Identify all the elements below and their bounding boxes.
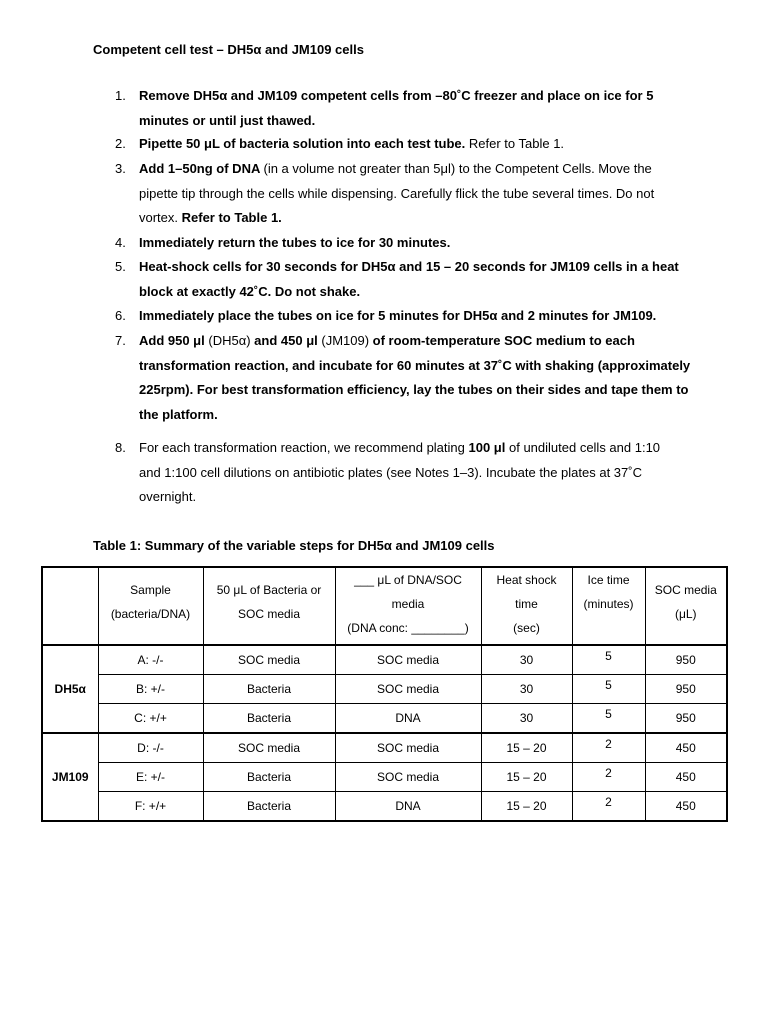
header-line: Heat shock bbox=[496, 573, 557, 587]
step-text-line bbox=[139, 259, 679, 274]
step-text-segment: Refer to Table 1. bbox=[468, 136, 565, 151]
header-line: SOC media bbox=[654, 583, 717, 597]
step-text-line bbox=[139, 161, 652, 176]
header-blank-cell bbox=[42, 567, 98, 645]
step-text-line bbox=[139, 284, 360, 299]
table-cell: F: +/+ bbox=[98, 792, 203, 822]
table-cell: 15 – 20 bbox=[481, 763, 572, 792]
step-number: 2. bbox=[115, 136, 126, 151]
step-text-segment: pipette tip through the cells while dispensing. Carefully flick the tube several times. Do not bbox=[139, 185, 655, 201]
table-cell: SOC media bbox=[335, 763, 481, 792]
header-line: media bbox=[391, 597, 425, 611]
strain-group-cell: JM109 bbox=[42, 733, 98, 821]
table-cell: Bacteria bbox=[203, 763, 335, 792]
step-number: 4. bbox=[115, 235, 126, 250]
table-header-cell bbox=[335, 567, 481, 645]
step-text-segment: For each transformation reaction, we recommend plating bbox=[139, 440, 469, 455]
step-text-line bbox=[139, 235, 450, 250]
step-text-line bbox=[139, 333, 635, 348]
table-row bbox=[42, 704, 727, 734]
step-text-segment: block at exactly 42˚C. Do not shake. bbox=[139, 283, 361, 299]
step-text-segment: of undiluted cells and 1:10 bbox=[508, 440, 661, 455]
step-text-line bbox=[139, 407, 218, 422]
table-header-row bbox=[42, 567, 727, 645]
table-cell: 450 bbox=[645, 792, 727, 822]
step-text-segment: Immediately return the tubes to ice for 30 minutes. bbox=[139, 235, 451, 250]
table-cell: C: +/+ bbox=[98, 704, 203, 734]
step-text-line bbox=[139, 186, 654, 201]
table-cell: 450 bbox=[645, 733, 727, 763]
table-header-cell bbox=[203, 567, 335, 645]
step-text-segment: Add 950 μl bbox=[139, 333, 209, 348]
step-text-line bbox=[139, 382, 689, 397]
table-cell: 2 bbox=[572, 733, 645, 763]
header-line: (DNA conc: ________) bbox=[347, 621, 469, 635]
step-number: 6. bbox=[115, 308, 126, 323]
header-line: Ice time bbox=[587, 573, 630, 587]
table-cell: 950 bbox=[645, 704, 727, 734]
table-cell: A: -/- bbox=[98, 645, 203, 675]
header-line: 50 μL of Bacteria or bbox=[216, 583, 322, 597]
step-text-line bbox=[139, 489, 196, 504]
table-cell: 950 bbox=[645, 645, 727, 675]
header-line: time bbox=[515, 597, 538, 611]
header-line: (minutes) bbox=[583, 597, 634, 611]
summary-table bbox=[41, 566, 728, 822]
step-text-segment: 225rpm). bbox=[139, 382, 197, 397]
table-cell: 5 bbox=[572, 704, 645, 734]
header-line: Sample bbox=[130, 583, 171, 597]
step-text-segment: of room-temperature SOC medium to each bbox=[372, 333, 635, 348]
table-cell: Bacteria bbox=[203, 704, 335, 734]
step-text-line bbox=[139, 88, 653, 103]
table-header-cell bbox=[98, 567, 203, 645]
step-text-segment: Add 1–50ng of DNA bbox=[139, 161, 264, 176]
table-header-cell bbox=[645, 567, 727, 645]
table-row bbox=[42, 675, 727, 704]
step-text-line bbox=[139, 210, 282, 225]
table-cell: DNA bbox=[335, 704, 481, 734]
table-cell: SOC media bbox=[203, 733, 335, 763]
step-text-segment: Immediately place the tubes on ice for 5 minutes for DH5α and 2 minutes for JM109. bbox=[139, 308, 657, 323]
table-cell: 30 bbox=[481, 675, 572, 704]
header-line: ___ μL of DNA/SOC bbox=[354, 573, 462, 587]
step-text-segment: 100 μl bbox=[468, 440, 509, 455]
step-text-line bbox=[139, 308, 656, 323]
header-line: (sec) bbox=[513, 621, 540, 635]
step-number: 7. bbox=[115, 333, 126, 348]
header-line: (μL) bbox=[674, 607, 697, 621]
step-text-segment: minutes or until just thawed. bbox=[139, 112, 316, 128]
step-text-segment: Remove DH5α and JM109 competent cells from –80˚C freezer and place on ice for 5 bbox=[139, 88, 654, 103]
step-text-segment: Heat-shock cells for 30 seconds for DH5α and 15 – 20 seconds for JM109 cells in a heat bbox=[139, 259, 679, 274]
step-text-segment: vortex. bbox=[139, 210, 182, 225]
header-line: (bacteria/DNA) bbox=[110, 607, 191, 621]
table-cell: SOC media bbox=[335, 733, 481, 763]
table-cell: 15 – 20 bbox=[481, 792, 572, 822]
step-text-line bbox=[139, 136, 564, 151]
table-row bbox=[42, 645, 727, 675]
step-text-line bbox=[139, 113, 315, 128]
table-cell: B: +/- bbox=[98, 675, 203, 704]
table-cell: Bacteria bbox=[203, 792, 335, 822]
table-cell: E: +/- bbox=[98, 763, 203, 792]
table-row bbox=[42, 763, 727, 792]
step-text-segment: overnight. bbox=[139, 489, 197, 504]
table-cell: SOC media bbox=[335, 675, 481, 704]
document-title: Competent cell test – DH5α and JM109 cells bbox=[93, 42, 364, 57]
step-number: 3. bbox=[115, 161, 126, 176]
table-cell: SOC media bbox=[203, 645, 335, 675]
step-number: 8. bbox=[115, 440, 126, 455]
step-text-line bbox=[139, 465, 642, 480]
step-text-line bbox=[139, 358, 690, 373]
step-text-segment: transformation reaction, and incubate for 60 minutes at 37˚C with shaking (approximately bbox=[139, 357, 691, 373]
table-cell: 15 – 20 bbox=[481, 733, 572, 763]
step-text-segment: the platform. bbox=[139, 406, 218, 422]
table-cell: 2 bbox=[572, 763, 645, 792]
table-cell: 30 bbox=[481, 704, 572, 734]
step-text-segment: and 1:100 cell dilutions on antibiotic plates (see Notes 1–3). Incubate the plates at 37˚C bbox=[139, 464, 642, 480]
table-cell: D: -/- bbox=[98, 733, 203, 763]
step-text-segment: (in a volume not greater than 5μl) to the Competent Cells. Move the bbox=[263, 161, 652, 176]
step-text-segment: and 450 μl bbox=[254, 333, 322, 348]
step-text-segment: (DH5α) bbox=[208, 333, 255, 348]
table-caption: Table 1: Summary of the variable steps for DH5α and JM109 cells bbox=[93, 538, 495, 553]
table-header-cell bbox=[481, 567, 572, 645]
table-row bbox=[42, 733, 727, 763]
table-cell: 5 bbox=[572, 675, 645, 704]
step-text-segment: (JM109) bbox=[321, 333, 373, 348]
table-cell: SOC media bbox=[335, 645, 481, 675]
table-cell: Bacteria bbox=[203, 675, 335, 704]
table-cell: 30 bbox=[481, 645, 572, 675]
strain-group-cell: DH5α bbox=[42, 645, 98, 733]
step-text-segment: Refer to Table 1. bbox=[181, 210, 282, 225]
step-text-segment: Pipette 50 μL of bacteria solution into each test tube. bbox=[139, 136, 469, 151]
step-text-segment: For best transformation efficiency, lay the tubes on their sides and tape them to bbox=[196, 382, 689, 397]
table-cell: 5 bbox=[572, 645, 645, 675]
table-row bbox=[42, 792, 727, 822]
table-cell: 950 bbox=[645, 675, 727, 704]
step-text-line bbox=[139, 440, 660, 455]
table-cell: DNA bbox=[335, 792, 481, 822]
table-cell: 2 bbox=[572, 792, 645, 822]
table-header-cell bbox=[572, 567, 645, 645]
table-cell: 450 bbox=[645, 763, 727, 792]
step-number: 5. bbox=[115, 259, 126, 274]
header-line: SOC media bbox=[237, 607, 301, 621]
step-number: 1. bbox=[115, 88, 126, 103]
